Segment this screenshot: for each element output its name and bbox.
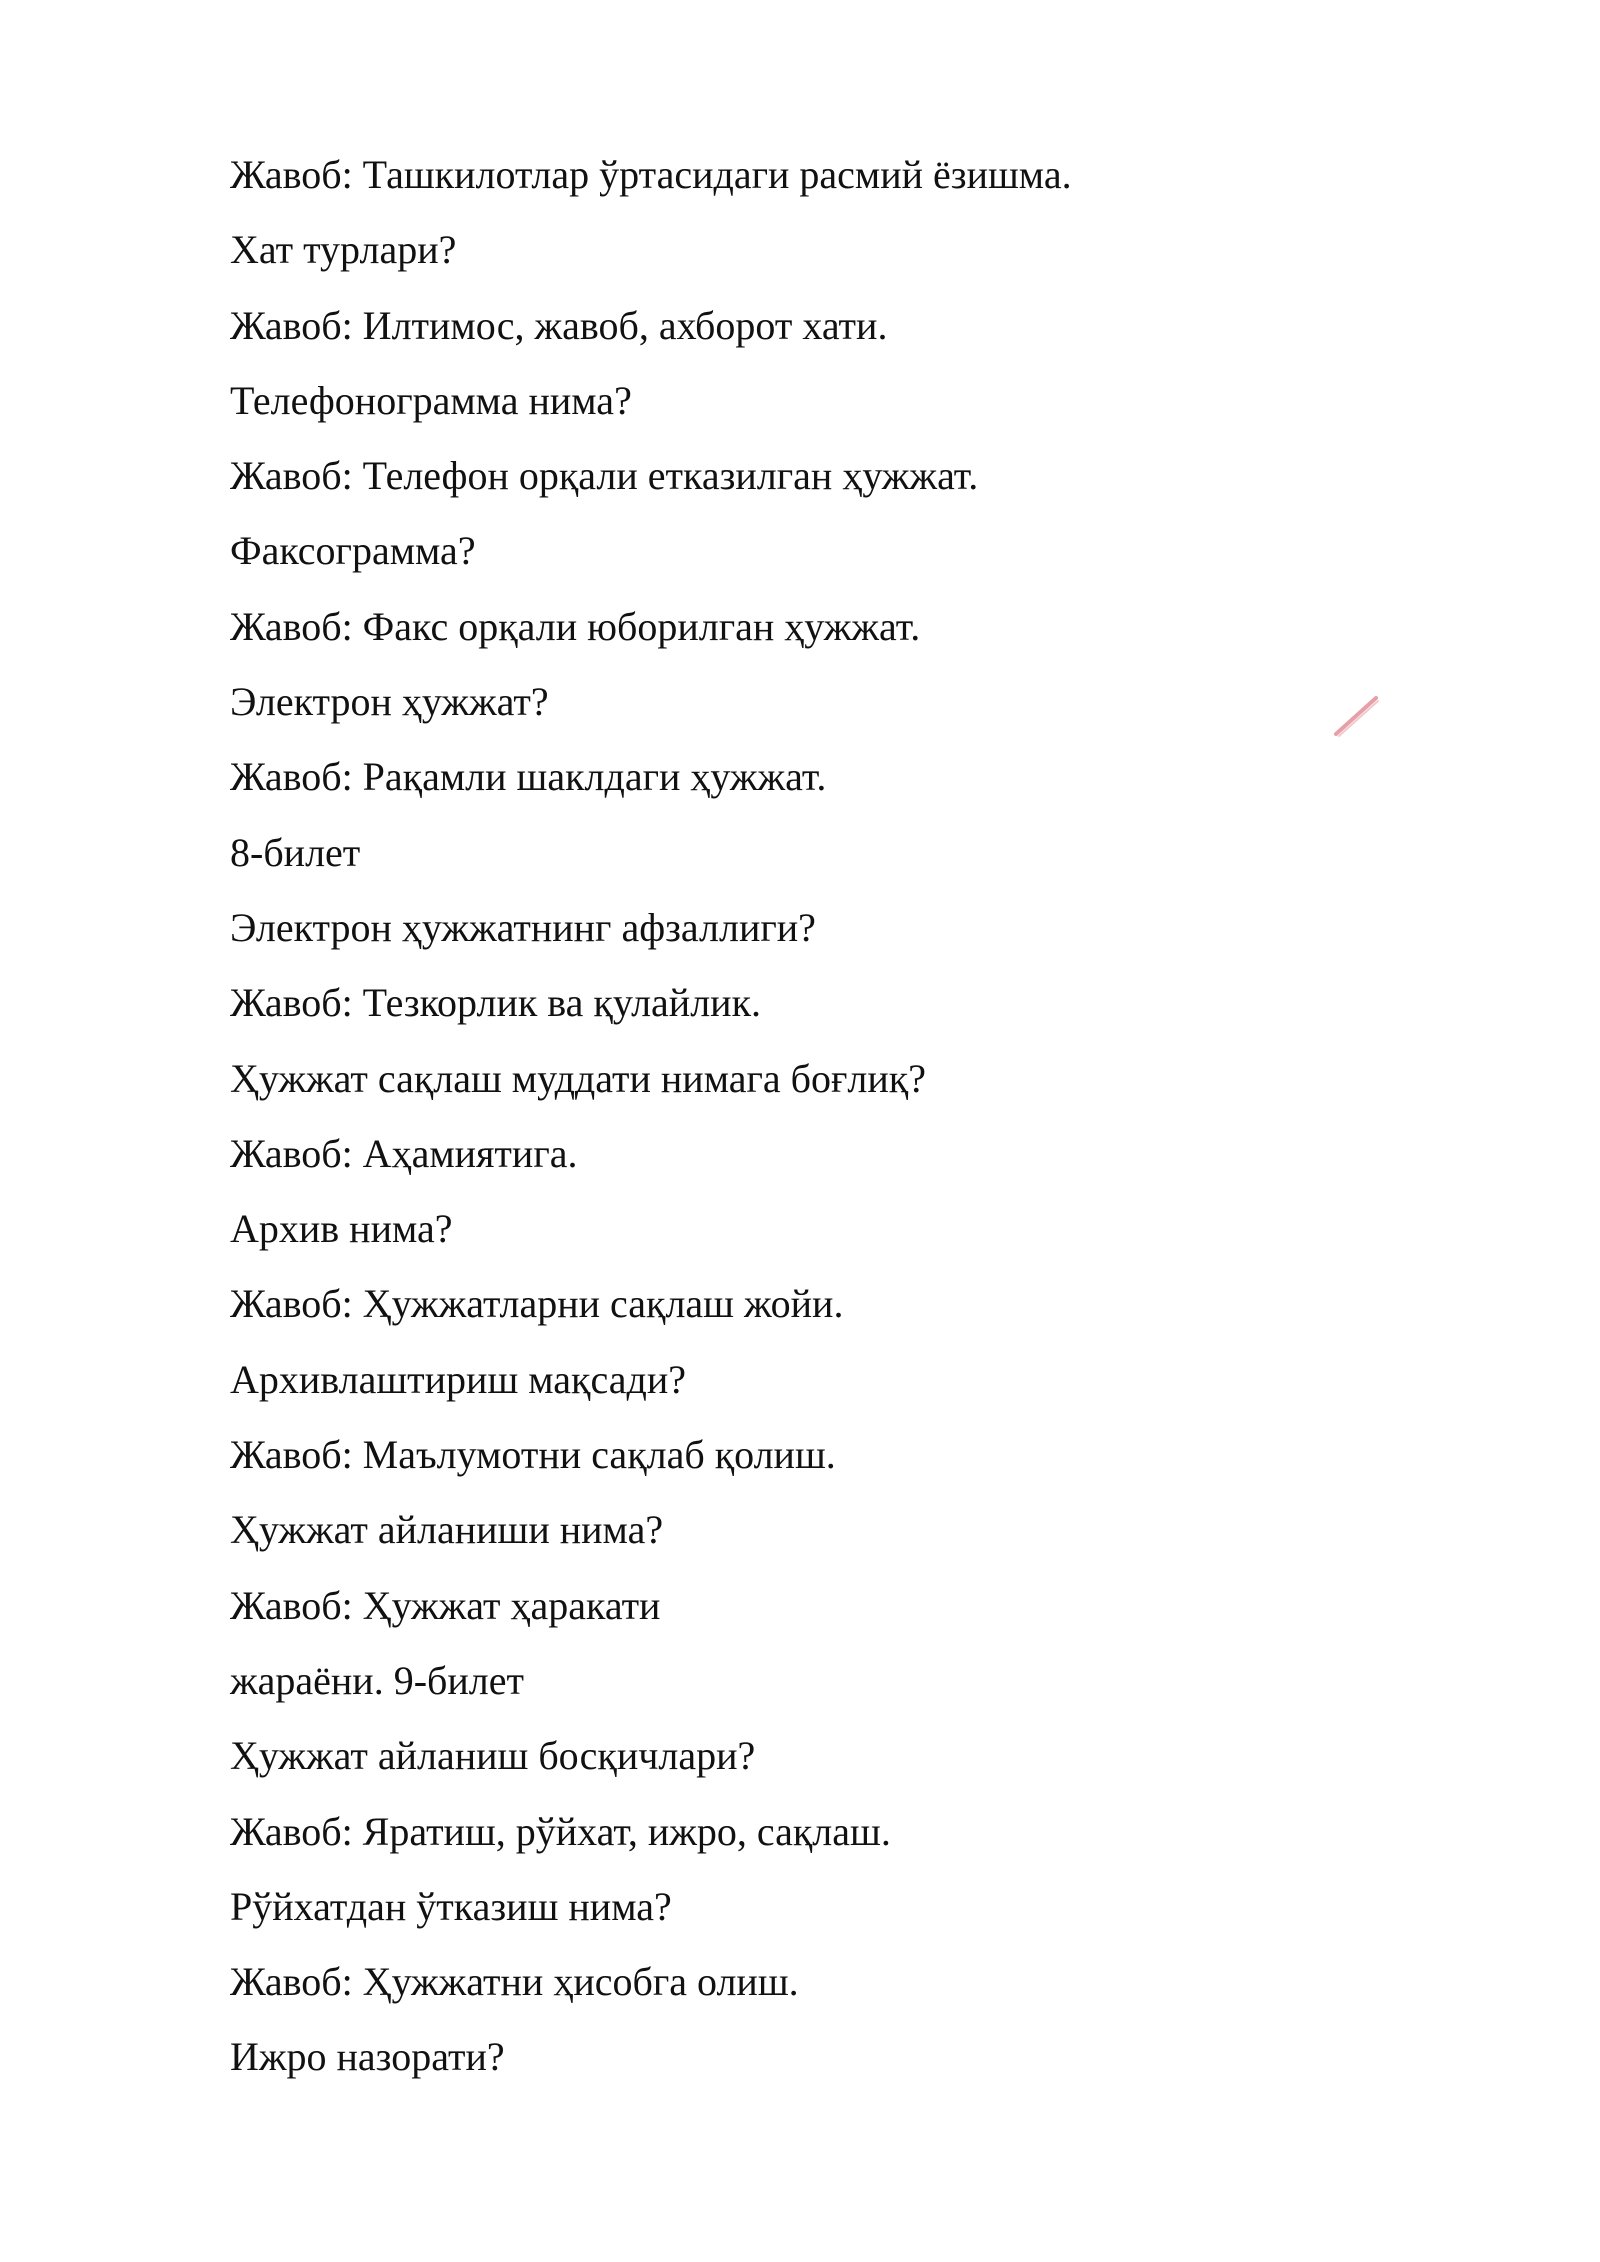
text-line-25: Жавоб: Ҳужжатни ҳисобга олиш. <box>230 1959 799 2005</box>
document-text <box>230 150 1430 2108</box>
text-line-21: жараёни. 9-билет <box>230 1657 524 1703</box>
text-line-14: Жавоб: Аҳамиятига. <box>230 1130 578 1176</box>
text-line-4: Телефонограмма нима? <box>230 377 632 423</box>
pen-stroke-mark-icon <box>1330 690 1386 746</box>
text-line-26: Ижро назорати? <box>230 2034 505 2080</box>
text-line-17: Архивлаштириш мақсади? <box>230 1356 686 1402</box>
text-line-23: Жавоб: Яратиш, рўйхат, ижро, сақлаш. <box>230 1808 891 1854</box>
text-line-3: Жавоб: Илтимос, жавоб, ахборот хати. <box>230 302 888 348</box>
text-line-6: Факсограмма? <box>230 528 476 574</box>
text-line-2: Хат турлари? <box>230 227 457 273</box>
text-line-19: Ҳужжат айланиши нима? <box>230 1507 664 1553</box>
text-line-13: Ҳужжат сақлаш муддати нимага боғлиқ? <box>230 1055 926 1101</box>
text-line-8: Электрон ҳужжат? <box>230 679 549 725</box>
text-line-7: Жавоб: Факс орқали юборилган ҳужжат. <box>230 603 921 649</box>
text-line-10: 8-билет <box>230 829 361 875</box>
text-line-22: Ҳужжат айланиш босқичлари? <box>230 1733 756 1779</box>
text-line-9: Жавоб: Рақамли шаклдаги ҳужжат. <box>230 754 827 800</box>
text-line-18: Жавоб: Маълумотни сақлаб қолиш. <box>230 1432 836 1478</box>
text-line-12: Жавоб: Тезкорлик ва қулайлик. <box>230 980 762 1026</box>
text-line-1: Жавоб: Ташкилотлар ўртасидаги расмий ёзишма. <box>230 152 1072 197</box>
text-line-24: Рўйхатдан ўтказиш нима? <box>230 1883 672 1929</box>
text-line-16: Жавоб: Ҳужжатларни сақлаш жойи. <box>230 1281 844 1327</box>
text-line-5: Жавоб: Телефон орқали етказилган ҳужжат. <box>230 453 979 499</box>
text-line-15: Архив нима? <box>230 1206 453 1252</box>
text-line-20: Жавоб: Ҳужжат ҳаракати <box>230 1582 661 1628</box>
text-line-11: Электрон ҳужжатнинг афзаллиги? <box>230 904 816 950</box>
